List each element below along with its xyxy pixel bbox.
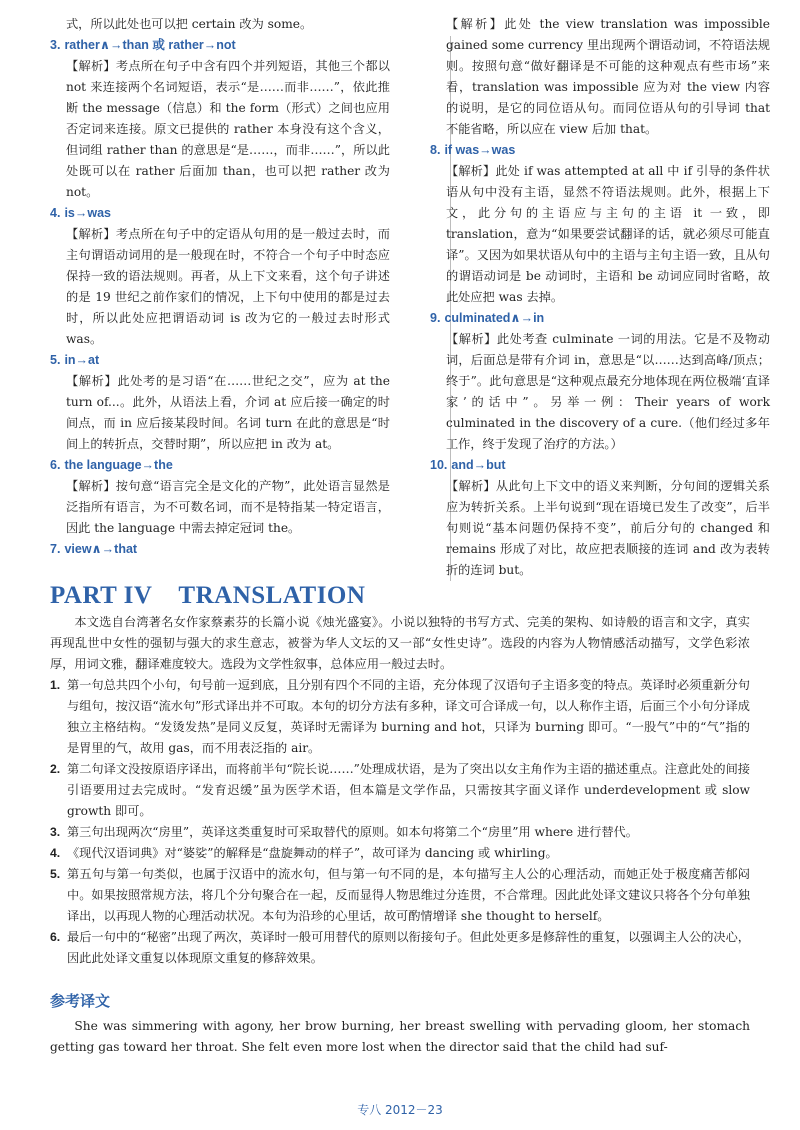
answer-correction: and→but <box>451 458 506 472</box>
part-title <box>50 582 365 610</box>
answer-number: 3. <box>50 38 61 52</box>
answer-number: 6. <box>50 458 61 472</box>
point-text: 第五句与第一句类似，也属于汉语中的流水句，但与第一句不同的是，本句描写主人公的心理活动，而她正处于极度痛苦郁闷中。如果按照常规方法，将几个分句聚合在一起，反而显得人物思维过分连贯，不合常理。因此此处译文建议只将各个分句单独译出，以再现人物的心理活动状况。本句为沿珍的心里话，故可酌情增译 she thought to herself。 <box>67 867 750 923</box>
translation-points <box>50 675 750 969</box>
explanation-paragraph: 【解析】按句意“语言完全是文化的产物”，此处语言显然是泛指所有语言，为不可数名词，而不是特指某一特定语言，因此 the language 中需去掉定冠词 the。 <box>66 479 390 535</box>
right-column <box>430 14 770 581</box>
answer-heading <box>50 350 390 371</box>
answer-number: 10. <box>430 458 448 472</box>
point-number: 3. <box>50 825 61 839</box>
point-number: 1. <box>50 678 61 692</box>
reference-heading: 参考译文 <box>50 992 111 1010</box>
translation-point <box>50 864 750 927</box>
explanation-paragraph: 【解析】此处 if was attempted at all 中 if 引导的条件状语从句中没有主语，显然不符语法规则。此外，根据上下文，此分句的主语应与主句的主语 it 一致，即 translation，意为“如果要尝试翻译的话，就必须尽可能直译”。又因为如果状语从句中的主语与主句主语一致，且从句的谓语动词是 be 动词时，主语和 be 动词应同时省略，故此处应把 was 去掉。 <box>446 164 770 304</box>
translation-point <box>50 822 750 843</box>
answer-correction: if was→was <box>444 143 516 157</box>
translation-point <box>50 843 750 864</box>
answer-number: 4. <box>50 206 61 220</box>
point-number: 2. <box>50 762 61 776</box>
part-label: PART IV <box>50 582 153 609</box>
point-number: 5. <box>50 867 61 881</box>
answer-number: 7. <box>50 542 61 556</box>
answer-heading <box>430 308 770 329</box>
page-footer: 专八 2012－23 <box>357 1103 443 1117</box>
answer-heading <box>50 35 390 56</box>
point-number: 6. <box>50 930 61 944</box>
translation-section <box>50 612 750 969</box>
point-text: 最后一句中的“秘密”出现了两次，英译时一般可用替代的原则以衔接句子。但此处更多是修辞性的重复，以强调主人公的决心，因此此处译文重复以体现原文重复的修辞效果。 <box>67 930 750 965</box>
explanation-paragraph: 【解析】此处考查 culminate 一词的用法。它是不及物动词，后面总是带有介词 in，意思是“以……达到高峰/顶点；终于”。此句意思是“这种观点最充分地体现在两位极端‘直译家’的话中”。另举一例：Their years of work culminated in the discovery of a cure.（他们经过多年工作，终于发现了治疗的方法。） <box>446 332 770 451</box>
translation-point <box>50 675 750 759</box>
answer-heading <box>430 455 770 476</box>
answer-correction: the language→the <box>64 458 173 472</box>
part-name: TRANSLATION <box>178 582 366 609</box>
explanation-paragraph: 【解析】此处考的是习语“在……世纪之交”，应为 at the turn of...。此外，从语法上看，介词 at 应后接一确定的时间点，而 in 应后接某段时间。名词 turn 在此的意思是“时间上的转折点，交替时期”，所以应把 in 改为 at。 <box>66 374 390 451</box>
point-text: 《现代汉语词典》对“婆娑”的解释是“盘旋舞动的样子”，故可译为 dancing 或 whirling。 <box>67 846 558 860</box>
explanation-paragraph: 【解析】此处 the view translation was impossible gained some currency 里出现两个谓语动词，不符语法规则。按照句意“做好翻译是不可能的这种观点有些市场”来看，translation was impossible 应为对 the view 内容的说明，是它的同位语从句。而同位语从句的引导词 that 不能省略，所以应在 view 后加 that。 <box>446 17 770 136</box>
translation-point <box>50 927 750 969</box>
answer-correction: is→was <box>64 206 111 220</box>
answer-correction: culminated∧→in <box>444 311 545 325</box>
answer-number: 5. <box>50 353 61 367</box>
explanation-paragraph: 式，所以此处也可以把 certain 改为 some。 <box>66 17 313 31</box>
point-number: 4. <box>50 846 61 860</box>
left-column <box>50 14 390 560</box>
translation-intro: 本文选自台湾著名女作家蔡素芬的长篇小说《烛光盛宴》。小说以独特的书写方式、完美的架构、如诗般的语言和文字，真实再现乱世中女性的强韧与强大的求生意志，被誉为华人文坛的又一部“女性史诗”。选段的内容为人物情感活动描写，文学色彩浓厚，用词文雅，翻译难度较大。选段为文学性叙事，总体应用一般过去时。 <box>50 615 750 671</box>
explanation-paragraph: 【解析】从此句上下文中的语义来判断，分句间的逻辑关系应为转折关系。上半句说到“现在语境已发生了改变”，后半句则说“基本问题仍保持不变”，前后分句的 changed 和 remains 形成了对比，故应把表顺接的连词 and 改为表转折的连词 but。 <box>446 479 770 577</box>
reference-text: She was simmering with agony, her brow burning, her breast swelling with pervading gloom, her stomach getting gas toward her throat. She felt even more lost when the director said that the child had suf- <box>50 1019 750 1054</box>
answer-number: 9. <box>430 311 441 325</box>
answer-correction: in→at <box>64 353 100 367</box>
answer-number: 8. <box>430 143 441 157</box>
answer-heading <box>430 140 770 161</box>
explanation-paragraph: 【解析】考点所在句子中的定语从句用的是一般过去时，而主句谓语动词用的是一般现在时，不符合一个句子中时态应保持一致的语法规则。再者，从上下文来看，这个句子讲述的是 19 世纪之前作家们的情况，上下句中使用的都是过去时，所以此处应把谓语动词 is 改为它的一般过去时形式 was。 <box>66 227 390 346</box>
answer-correction: view∧→that <box>64 542 138 556</box>
point-text: 第一句总共四个小句，句号前一逗到底，且分别有四个不同的主语，充分体现了汉语句子主语多变的特点。英译时必须重新分句与组句，按汉语“流水句”形式译出并不可取。本句的切分方法有多种，译文可合译成一句，以人称作主语，后面三个小句分译成独立主格结构。“发烫发热”是同义反复，英译时无需译为 burning and hot，只译为 burning 即可。“一股气”中的“气”指的是胃里的气，故用 gas，而不用表泛指的 air。 <box>67 678 750 755</box>
translation-point <box>50 759 750 822</box>
answer-columns <box>50 14 770 577</box>
explanation-paragraph: 【解析】考点所在句子中含有四个并列短语，其他三个都以 not 来连接两个名词短语，表示“是……而非……”，依此推断 the message（信息）和 the form（形式）之间也应用否定词来连接。原文已提供的 rather 本身没有这个含义，但词组 rather than 的意思是“是……，而非……”，所以此处既可以在 rather 后面加 than，也可以把 rather 改为 not。 <box>66 59 390 199</box>
point-text: 第二句译文没按原语序译出，而将前半句“院长说……”处理成状语，是为了突出以女主角作为主语的描述重点。注意此处的间接引语要用过去完成时。“发育迟缓”虽为医学术语，但本篇是文学作品，只需按其字面义译作 underdevelopment 或 slow growth 即可。 <box>67 762 750 818</box>
answer-correction: rather∧→than 或 rather→not <box>64 38 236 52</box>
answer-heading <box>50 203 390 224</box>
point-text: 第三句出现两次“房里”，英译这类重复时可采取替代的原则。如本句将第二个“房里”用 where 进行替代。 <box>67 825 638 839</box>
answer-heading <box>50 455 390 476</box>
answer-heading <box>50 539 390 560</box>
